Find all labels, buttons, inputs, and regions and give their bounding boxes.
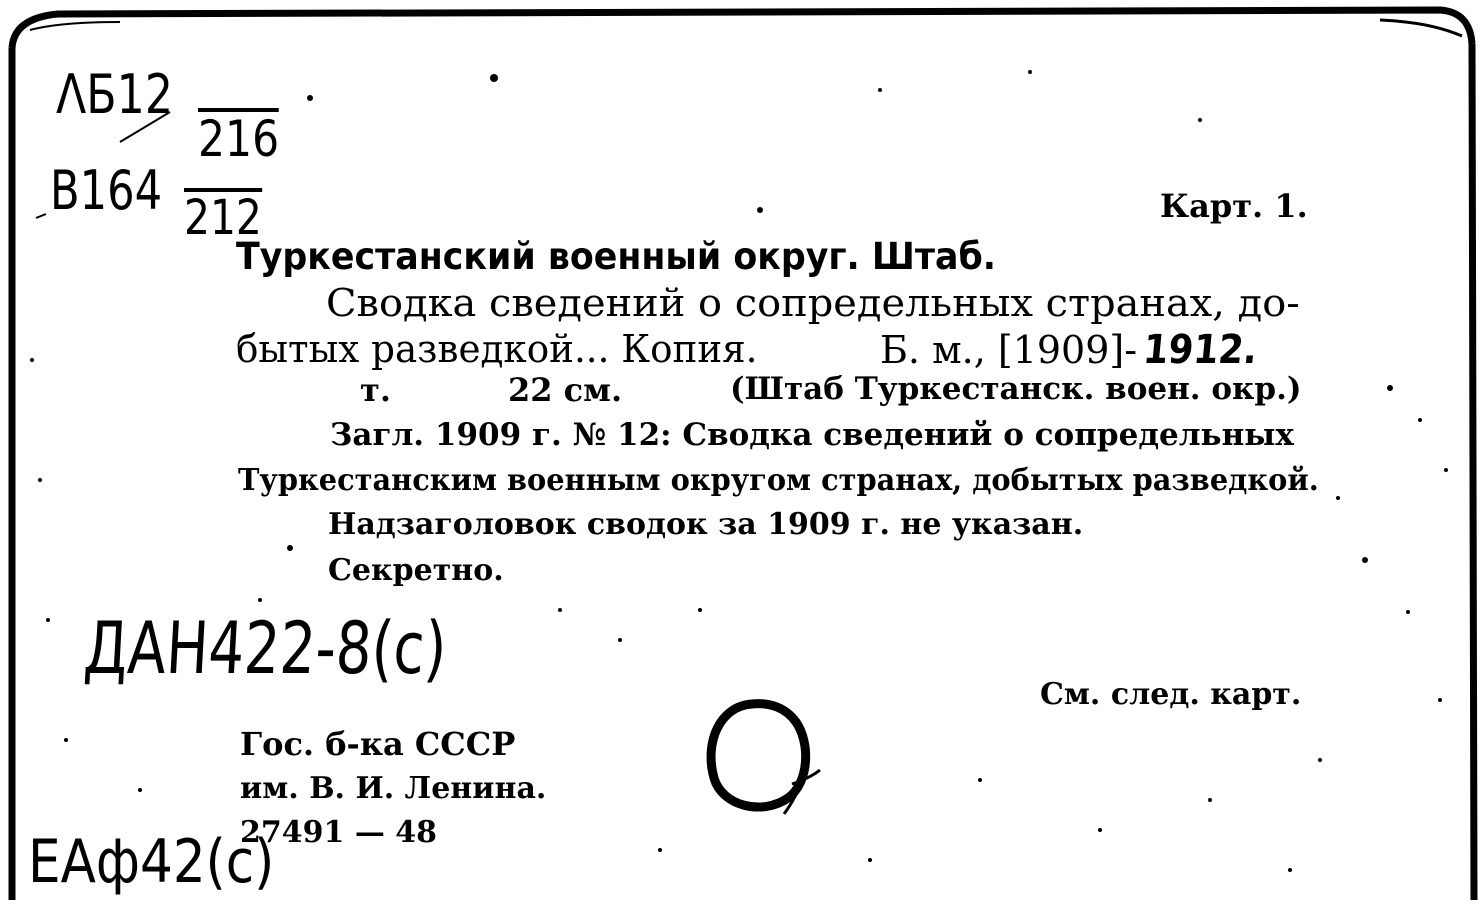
note-title-1909: Загл. 1909 г. № 12: Сводка сведений о сопредельных: [330, 417, 1294, 453]
library-name-cont: им. В. И. Ленина.: [240, 771, 547, 806]
handwritten-code-1-sub: 216: [198, 110, 280, 168]
handwritten-dan-code: ДАН422-8(с): [81, 606, 449, 690]
note-subtitle: Надзаголовок сводок за 1909 г. не указан.: [328, 507, 1084, 542]
physical-volumes: т.: [360, 371, 391, 409]
heading: Туркестанский военный округ. Штаб.: [236, 235, 996, 278]
handwritten-code-2-sub: 212: [184, 190, 262, 246]
physical-size: 22 см.: [508, 371, 623, 409]
imprint-line: [880, 327, 1264, 373]
note-title-1909-cont: Туркестанским военным округом странах, добытых разведкой.: [238, 463, 1319, 498]
library-name: Гос. б-ка СССР: [240, 725, 516, 763]
imprint-text: Б. м., [1909]-: [880, 328, 1138, 372]
see-next-card: См. след. карт.: [1040, 677, 1302, 712]
title-line-2: бытых разведкой... Копия.: [236, 327, 758, 371]
handwritten-code-1: ΛБ12: [56, 63, 174, 126]
handwritten-eaf-code: ЕАф42(с): [28, 827, 275, 897]
handwritten-code-2: В164: [50, 159, 163, 222]
stamp-mark: [692, 694, 832, 824]
series-statement: (Штаб Туркестанск. воен. окр.): [730, 371, 1302, 407]
note-secret: Секретно.: [328, 553, 504, 588]
card-number: Карт. 1.: [1160, 187, 1308, 225]
print-number: 27491 — 48: [240, 815, 438, 850]
handwritten-year-correction: 1912.: [1141, 327, 1260, 373]
title-line-1: Сводка сведений о сопредельных странах, до-: [326, 281, 1300, 325]
